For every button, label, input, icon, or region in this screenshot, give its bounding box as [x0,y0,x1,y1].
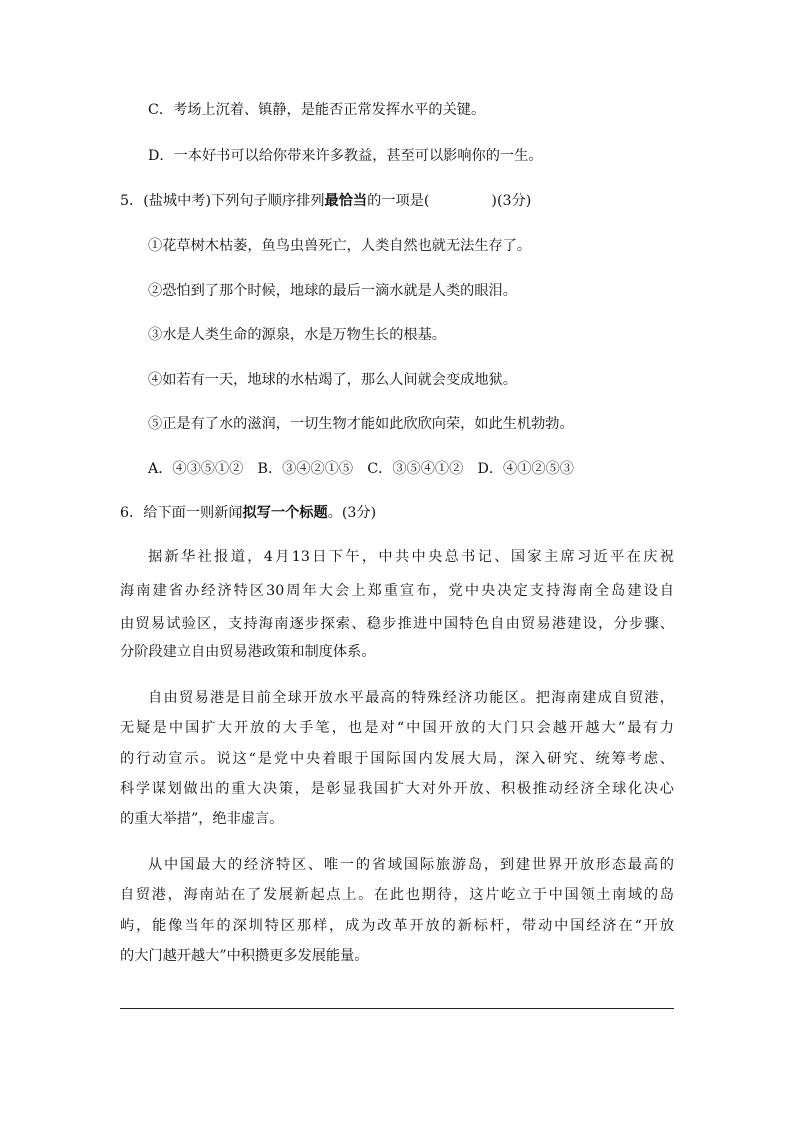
option-c: C．考场上沉着、镇静，是能否正常发挥水平的关键。 [148,102,486,118]
q5-sentence-2: ②恐怕到了那个时候，地球的最后一滴水就是人类的眼泪。 [148,283,517,299]
news-p3-line-4: 的大门越开越大”中积攒更多发展能量。 [120,948,369,964]
answer-line [120,1008,674,1009]
news-p2-line-1: 自由贸易港是目前全球开放水平最高的特殊经济功能区。把海南建成自贸港， [148,690,674,706]
q5-sentence-3: ③水是人类生命的源泉，水是万物生长的根基。 [148,327,446,343]
q5-choices: A．④③⑤①② B．③④②①⑤ C．③⑤④①② D．④①②⑤③ [148,461,574,477]
q5-points: )(3分) [491,193,532,209]
question-5-stem [120,191,531,211]
q6-prefix: 6．给下面一则新闻 [120,505,243,521]
q5-sentence-4: ④如若有一天，地球的水枯竭了，那么人间就会变成地狱。 [148,372,517,388]
news-p1-line-4: 分阶段建立自由贸易港政策和制度体系。 [120,644,376,660]
news-p2-line-2: 无疑是中国扩大开放的大手笔，也是对“中国开放的大门只会越开越大”最有力 [120,720,674,736]
q6-points: 。(3分) [327,505,377,521]
news-p1-line-2: 海南建省办经济特区30周年大会上郑重宣布，党中央决定支持海南全岛建设自 [120,583,674,599]
news-p2-line-4: 科学谋划做出的重大决策，是彰显我国扩大对外开放、积极推动经济全球化决心 [120,781,674,797]
q5-emphasis: 最恰当 [324,193,368,209]
news-p3-line-2: 自贸港，海南站在了发展新起点上。在此也期待，这片屹立于中国领土南域的岛 [120,887,674,903]
q5-middle: 的一项是( [367,193,430,209]
news-p2-line-5: 的重大举措”，绝非虚言。 [120,811,284,827]
news-p3-line-3: 屿，能像当年的深圳特区那样，成为改革开放的新标杆，带动中国经济在“开放 [120,918,674,934]
news-p1-line-3: 由贸易试验区，支持海南逐步探索、稳步推进中国特色自由贸易港建设，分步骤、 [120,616,674,632]
q6-emphasis: 拟写一个标题 [242,505,328,521]
option-d: D．一本好书可以给你带来许多教益，甚至可以影响你的一生。 [148,148,543,164]
news-p1-line-1: 据新华社报道，4月13日下午，中共中央总书记、国家主席习近平在庆祝 [148,549,674,565]
news-p2-line-3: 的行动宣示。说这“是党中央着眼于国际国内发展大局，深入研究、统筹考虑、 [120,751,674,767]
question-6-stem [120,503,376,523]
q5-prefix: 5．(盐城中考)下列句子顺序排列 [120,193,325,209]
news-p3-line-1: 从中国最大的经济特区、唯一的省域国际旅游岛，到建世界开放形态最高的 [148,857,674,873]
q5-sentence-1: ①花草树木枯萎，鱼鸟虫兽死亡，人类自然也就无法生存了。 [148,238,532,254]
q5-sentence-5: ⑤正是有了水的滋润，一切生物才能如此欣欣向荣，如此生机勃勃。 [148,416,574,432]
